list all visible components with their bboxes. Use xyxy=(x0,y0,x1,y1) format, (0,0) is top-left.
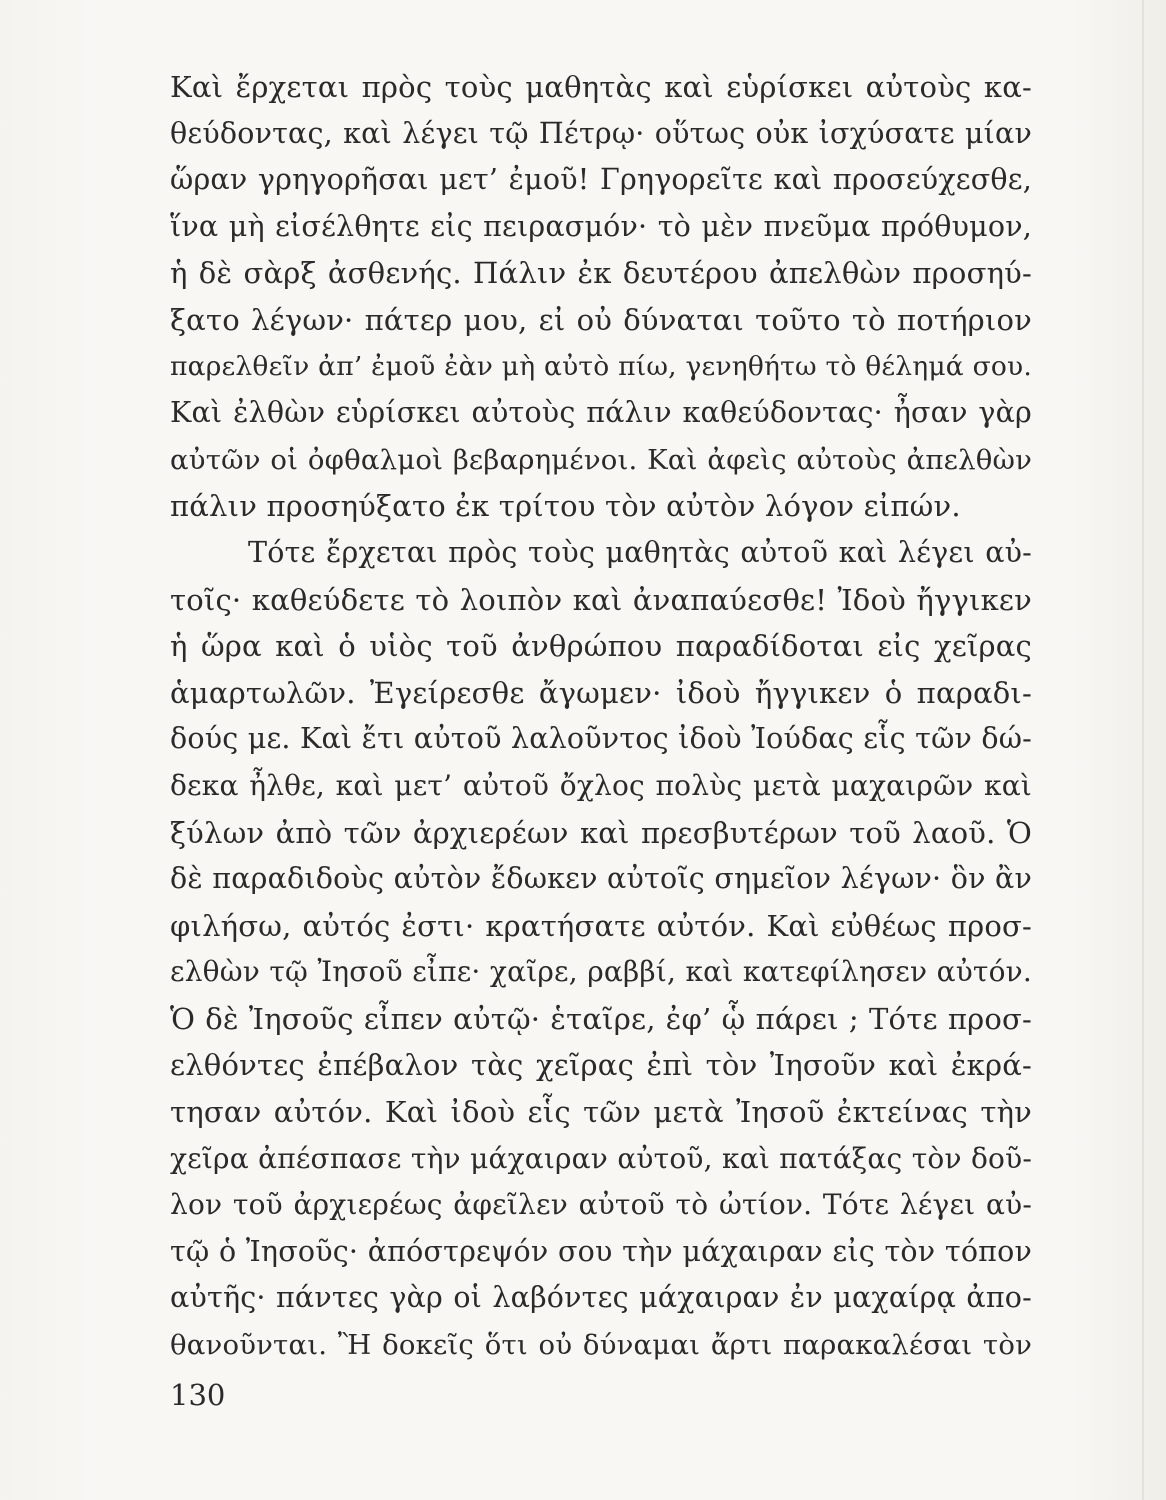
text-line: ξατο λέγων· πάτερ μου, εἰ οὐ δύναται τοῦτο τὸ ποτήριον xyxy=(170,302,1032,337)
text-line: τοῖς· καθεύδετε τὸ λοιπὸν καὶ ἀναπαύεσθε! Ἰδοὺ ἤγγικεν xyxy=(170,582,1032,617)
text-line: Καὶ ἐλθὼν εὑρίσκει αὐτοὺς πάλιν καθεύδοντας· ἦσαν γὰρ xyxy=(170,396,1032,430)
text-line: χεῖρα ἀπέσπασε τὴν μάχαιραν αὐτοῦ, καὶ πατάξας τὸν δοῦ- xyxy=(170,1141,1032,1175)
text-line: δούς με. Καὶ ἔτι αὐτοῦ λαλοῦντος ἰδοὺ Ἰούδας εἷς τῶν δώ- xyxy=(170,722,1032,756)
text-line: ἡ ὥρα καὶ ὁ υἱὸς τοῦ ἀνθρώπου παραδίδοται εἰς χεῖρας xyxy=(170,629,1032,664)
text-line: ἵνα μὴ εἰσέλθητε εἰς πειρασμόν· τὸ μὲν πνεῦμα πρόθυμον, xyxy=(170,209,1032,243)
text-line: ελθὼν τῷ Ἰησοῦ εἶπε· χαῖρε, ραββί, καὶ κατεφίλησεν αὐτόν. xyxy=(170,955,1032,989)
text-line: πάλιν προσηύξατο ἐκ τρίτου τὸν αὐτὸν λόγον εἰπών. xyxy=(170,489,961,524)
page-number: 130 xyxy=(170,1378,226,1412)
text-line: φιλήσω, αὐτός ἐστι· κρατήσατε αὐτόν. Καὶ εὐθέως προσ- xyxy=(170,908,1032,943)
text-line: Καὶ ἔρχεται πρὸς τοὺς μαθητὰς καὶ εὑρίσκει αὐτοὺς κα- xyxy=(170,70,1032,104)
text-line: αὐτῆς· πάντες γὰρ οἱ λαβόντες μάχαιραν ἐν μαχαίρᾳ ἀπο- xyxy=(170,1281,1032,1315)
text-line: παρελθεῖν ἀπ’ ἐμοῦ ἐὰν μὴ αὐτὸ πίω, γενηθήτω τὸ θέλημά σου. xyxy=(170,350,1032,382)
text-line: ξύλων ἀπὸ τῶν ἀρχιερέων καὶ πρεσβυτέρων τοῦ λαοῦ. Ὁ xyxy=(170,815,1032,850)
text-line: λον τοῦ ἀρχιερέως ἀφεῖλεν αὐτοῦ τὸ ὠτίον. Τότε λέγει αὐ- xyxy=(170,1188,1032,1222)
text-line: Τότε ἔρχεται πρὸς τοὺς μαθητὰς αὐτοῦ καὶ λέγει αὐ- xyxy=(248,535,1032,569)
text-line: ἡ δὲ σὰρξ ἀσθενής. Πάλιν ἐκ δευτέρου ἀπελθὼν προσηύ- xyxy=(170,256,1032,291)
text-line: τῷ ὁ Ἰησοῦς· ἀπόστρεψόν σου τὴν μάχαιραν εἰς τὸν τόπον xyxy=(170,1234,1032,1268)
text-line: αὐτῶν οἱ ὀφθαλμοὶ βεβαρημένοι. Καὶ ἀφεὶς αὐτοὺς ἀπελθὼν xyxy=(170,443,1032,476)
text-line: δὲ παραδιδοὺς αὐτὸν ἔδωκεν αὐτοῖς σημεῖον λέγων· ὃν ἂν xyxy=(170,862,1032,896)
text-line: ἁμαρτωλῶν. Ἐγείρεσθε ἄγωμεν· ἰδοὺ ἤγγικεν ὁ παραδι- xyxy=(170,675,1032,710)
text-line: ὥραν γρηγορῆσαι μετ’ ἐμοῦ! Γρηγορεῖτε καὶ προσεύχεσθε, xyxy=(170,163,1032,197)
body-text xyxy=(170,64,1032,1364)
text-line: Ὁ δὲ Ἰησοῦς εἶπεν αὐτῷ· ἑταῖρε, ἐφ’ ᾧ πάρει ; Τότε προσ- xyxy=(170,1001,1032,1036)
page-edge-shadow xyxy=(1142,0,1144,1500)
text-line: ελθόντες ἐπέβαλον τὰς χεῖρας ἐπὶ τὸν Ἰησοῦν καὶ ἐκρά- xyxy=(170,1048,1032,1083)
text-line: θεύδοντας, καὶ λέγει τῷ Πέτρῳ· οὕτως οὐκ ἰσχύσατε μίαν xyxy=(170,116,1032,150)
text-line: θανοῦνται. Ἢ δοκεῖς ὅτι οὐ δύναμαι ἄρτι παρακαλέσαι τὸν xyxy=(170,1329,1032,1362)
text-line: δεκα ἦλθε, καὶ μετ’ αὐτοῦ ὄχλος πολὺς μετὰ μαχαιρῶν καὶ xyxy=(170,768,1032,802)
text-line: τησαν αὐτόν. Καὶ ἰδοὺ εἷς τῶν μετὰ Ἰησοῦ ἐκτείνας τὴν xyxy=(170,1095,1032,1130)
